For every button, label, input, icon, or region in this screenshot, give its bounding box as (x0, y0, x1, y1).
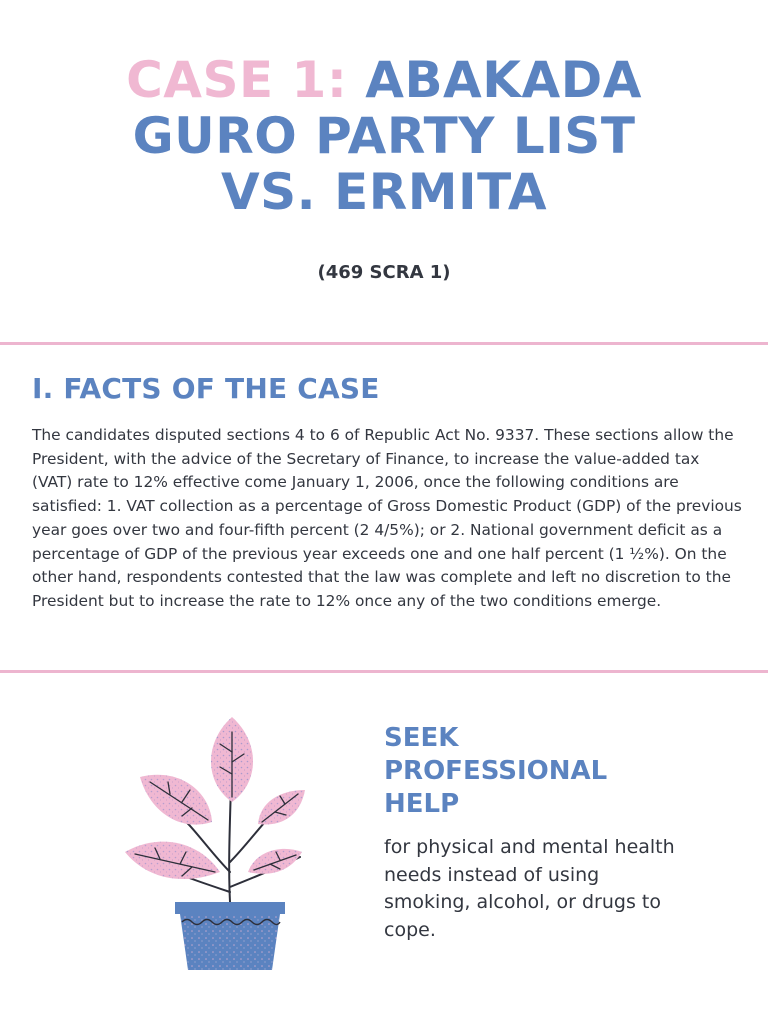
title-line-1: ABAKADA (365, 51, 642, 109)
title-line-2: GURO PARTY LIST (132, 107, 636, 165)
potted-plant-icon (120, 712, 320, 972)
page-title (0, 52, 768, 220)
divider-top (0, 342, 768, 345)
divider-bottom (0, 670, 768, 673)
callout-title: SEEK PROFESSIONAL HELP (384, 723, 608, 819)
callout-body: for physical and mental health needs instead of using smoking, alcohol, or drugs to cope. (384, 836, 675, 941)
pot-rim (175, 902, 285, 914)
title-prefix: CASE 1: (126, 51, 348, 109)
title-line-3: VS. ERMITA (220, 163, 548, 221)
facts-body: The candidates disputed sections 4 to 6 of Republic Act No. 9337. These sections allow the President, with the advice of the Secretary of Finance, to increase the value-added tax (VAT) rate to 12% effective come January 1, 2006, once the following conditions are satisfied: 1. VAT collection as a percentage of Gross Domestic Product (GDP) of the previous year goes over two and four-fifth percent (2 4/5%); or 2. National government deficit as a percentage of GDP of the previous year exceeds one and one half percent (1 ½%). On the other hand, respondents contested that the law was complete and left no discretion to the President but to increase the rate to 12% once any of the two conditions emerge. (32, 426, 742, 610)
case-citation: (469 SCRA 1) (317, 262, 451, 283)
facts-heading: I. FACTS OF THE CASE (32, 372, 380, 405)
